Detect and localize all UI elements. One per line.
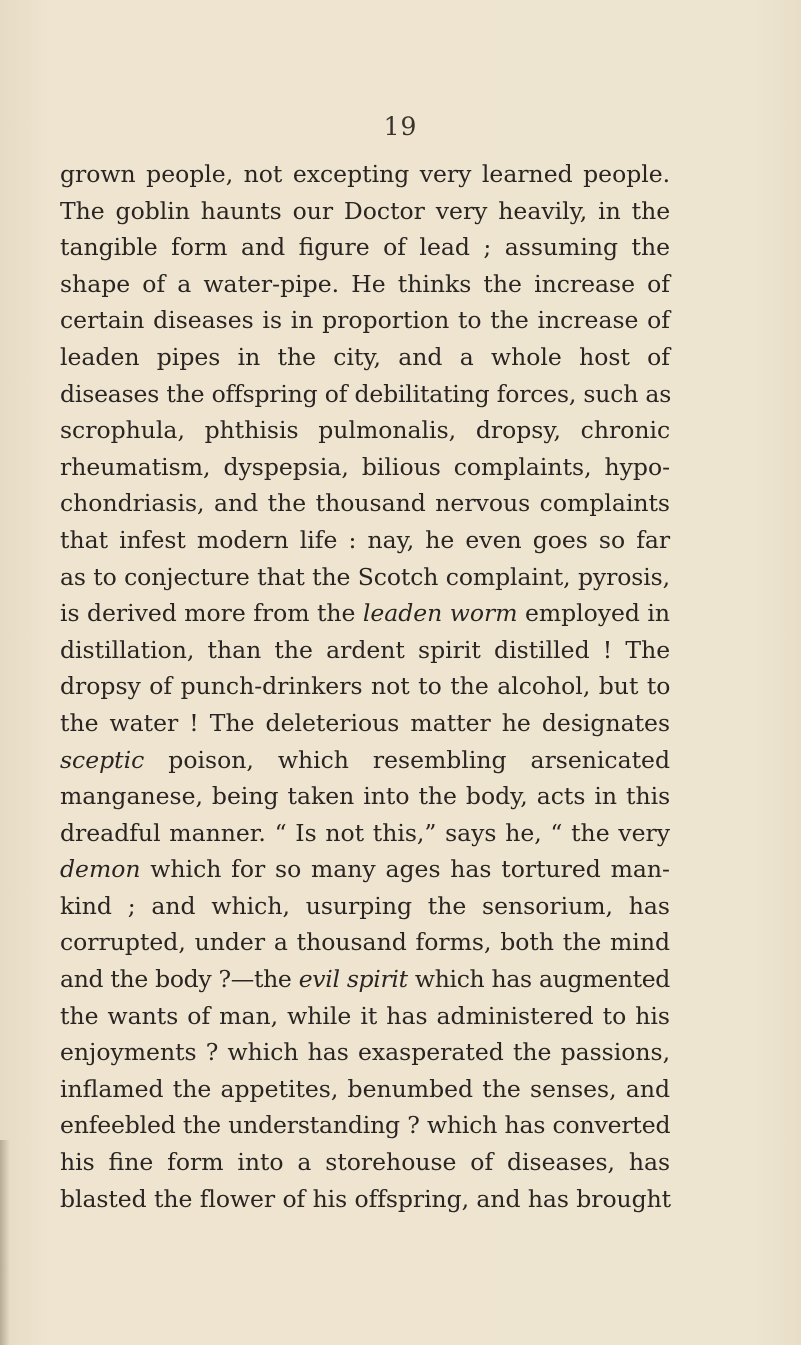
text-line <box>60 851 670 888</box>
text-line <box>60 595 670 632</box>
text-run: which for so many ages has tortured man- <box>140 855 670 884</box>
text-run: scrophula, phthisis pulmonalis, dropsy, chronic <box>60 416 671 445</box>
page-edge-shadow <box>0 1140 10 1345</box>
text-run: poison, which resembling arsenicated <box>144 745 670 774</box>
text-run: dropsy of punch-drinkers not to the alcohol, but to <box>60 672 671 701</box>
text-line <box>60 559 670 596</box>
text-line <box>60 193 670 230</box>
text-line <box>60 522 670 559</box>
text-run: chondriasis, and the thousand nervous complaints <box>60 489 670 518</box>
text-line <box>60 742 670 779</box>
text-run: rheumatism, dyspepsia, bilious complaints, hypo- <box>60 452 671 481</box>
text-run: kind ; and which, usurping the sensorium, has <box>60 891 670 920</box>
text-run: dreadful manner. “ Is not this,” says he, “ the very <box>60 818 670 847</box>
text-line <box>60 961 670 998</box>
text-line <box>60 998 670 1035</box>
text-line <box>60 1034 670 1071</box>
text-line <box>60 705 670 742</box>
text-line <box>60 376 670 413</box>
text-line <box>60 1071 670 1108</box>
text-line <box>60 632 670 669</box>
text-run: inflamed the appetites, benumbed the senses, and <box>60 1074 670 1103</box>
text-run: grown people, not excepting very learned people. <box>60 160 671 188</box>
text-run: and the body ?—the <box>60 965 299 994</box>
italic-text: evil spirit <box>298 965 408 994</box>
text-run: leaden pipes in the city, and a whole host of <box>60 342 670 371</box>
text-run: that infest modern life : nay, he even goes so far <box>60 525 671 554</box>
text-run: The goblin haunts our Doctor very heavily, in the <box>60 196 671 225</box>
text-run: employed in <box>517 599 670 628</box>
text-line <box>60 302 670 339</box>
text-line <box>60 266 670 303</box>
text-line <box>60 412 670 449</box>
italic-text: leaden worm <box>362 599 518 628</box>
text-line <box>60 778 670 815</box>
body-text <box>60 156 670 1217</box>
text-run: diseases the offspring of debilitating forces, such as <box>60 379 672 408</box>
text-line <box>60 156 670 193</box>
text-line <box>60 485 670 522</box>
text-run: enfeebled the understanding ? which has converted <box>60 1111 671 1140</box>
text-line <box>60 1181 670 1218</box>
text-line <box>60 339 670 376</box>
italic-text: sceptic <box>60 745 145 774</box>
text-run: is derived more from the <box>60 599 363 628</box>
text-line <box>60 668 670 705</box>
text-run: manganese, being taken into the body, acts in this <box>60 782 671 811</box>
text-line <box>60 449 670 486</box>
text-line <box>60 815 670 852</box>
text-run: the water ! The deleterious matter he designates <box>60 708 670 737</box>
text-run: which has augmented <box>407 965 670 994</box>
text-run: blasted the flower of his offspring, and has brought <box>60 1184 672 1213</box>
text-run: tangible form and figure of lead ; assuming the <box>60 233 670 262</box>
page-number: 19 <box>383 112 418 141</box>
text-line <box>60 1107 670 1144</box>
text-line <box>60 229 670 266</box>
text-run: enjoyments ? which has exasperated the passions, <box>60 1038 671 1067</box>
text-line <box>60 1144 670 1181</box>
text-run: certain diseases is in proportion to the increase of <box>60 306 670 335</box>
text-line <box>60 888 670 925</box>
text-run: as to conjecture that the Scotch complaint, pyrosis, <box>60 562 670 591</box>
text-run: distillation, than the ardent spirit distilled ! The <box>60 635 671 664</box>
text-run: his fine form into a storehouse of diseases, has <box>60 1148 671 1177</box>
text-run: shape of a water-pipe. He thinks the increase of <box>60 269 670 298</box>
text-line <box>60 924 670 961</box>
text-run: corrupted, under a thousand forms, both the mind <box>60 928 670 957</box>
italic-text: demon <box>60 855 141 884</box>
text-run: the wants of man, while it has administered to his <box>60 1001 670 1030</box>
